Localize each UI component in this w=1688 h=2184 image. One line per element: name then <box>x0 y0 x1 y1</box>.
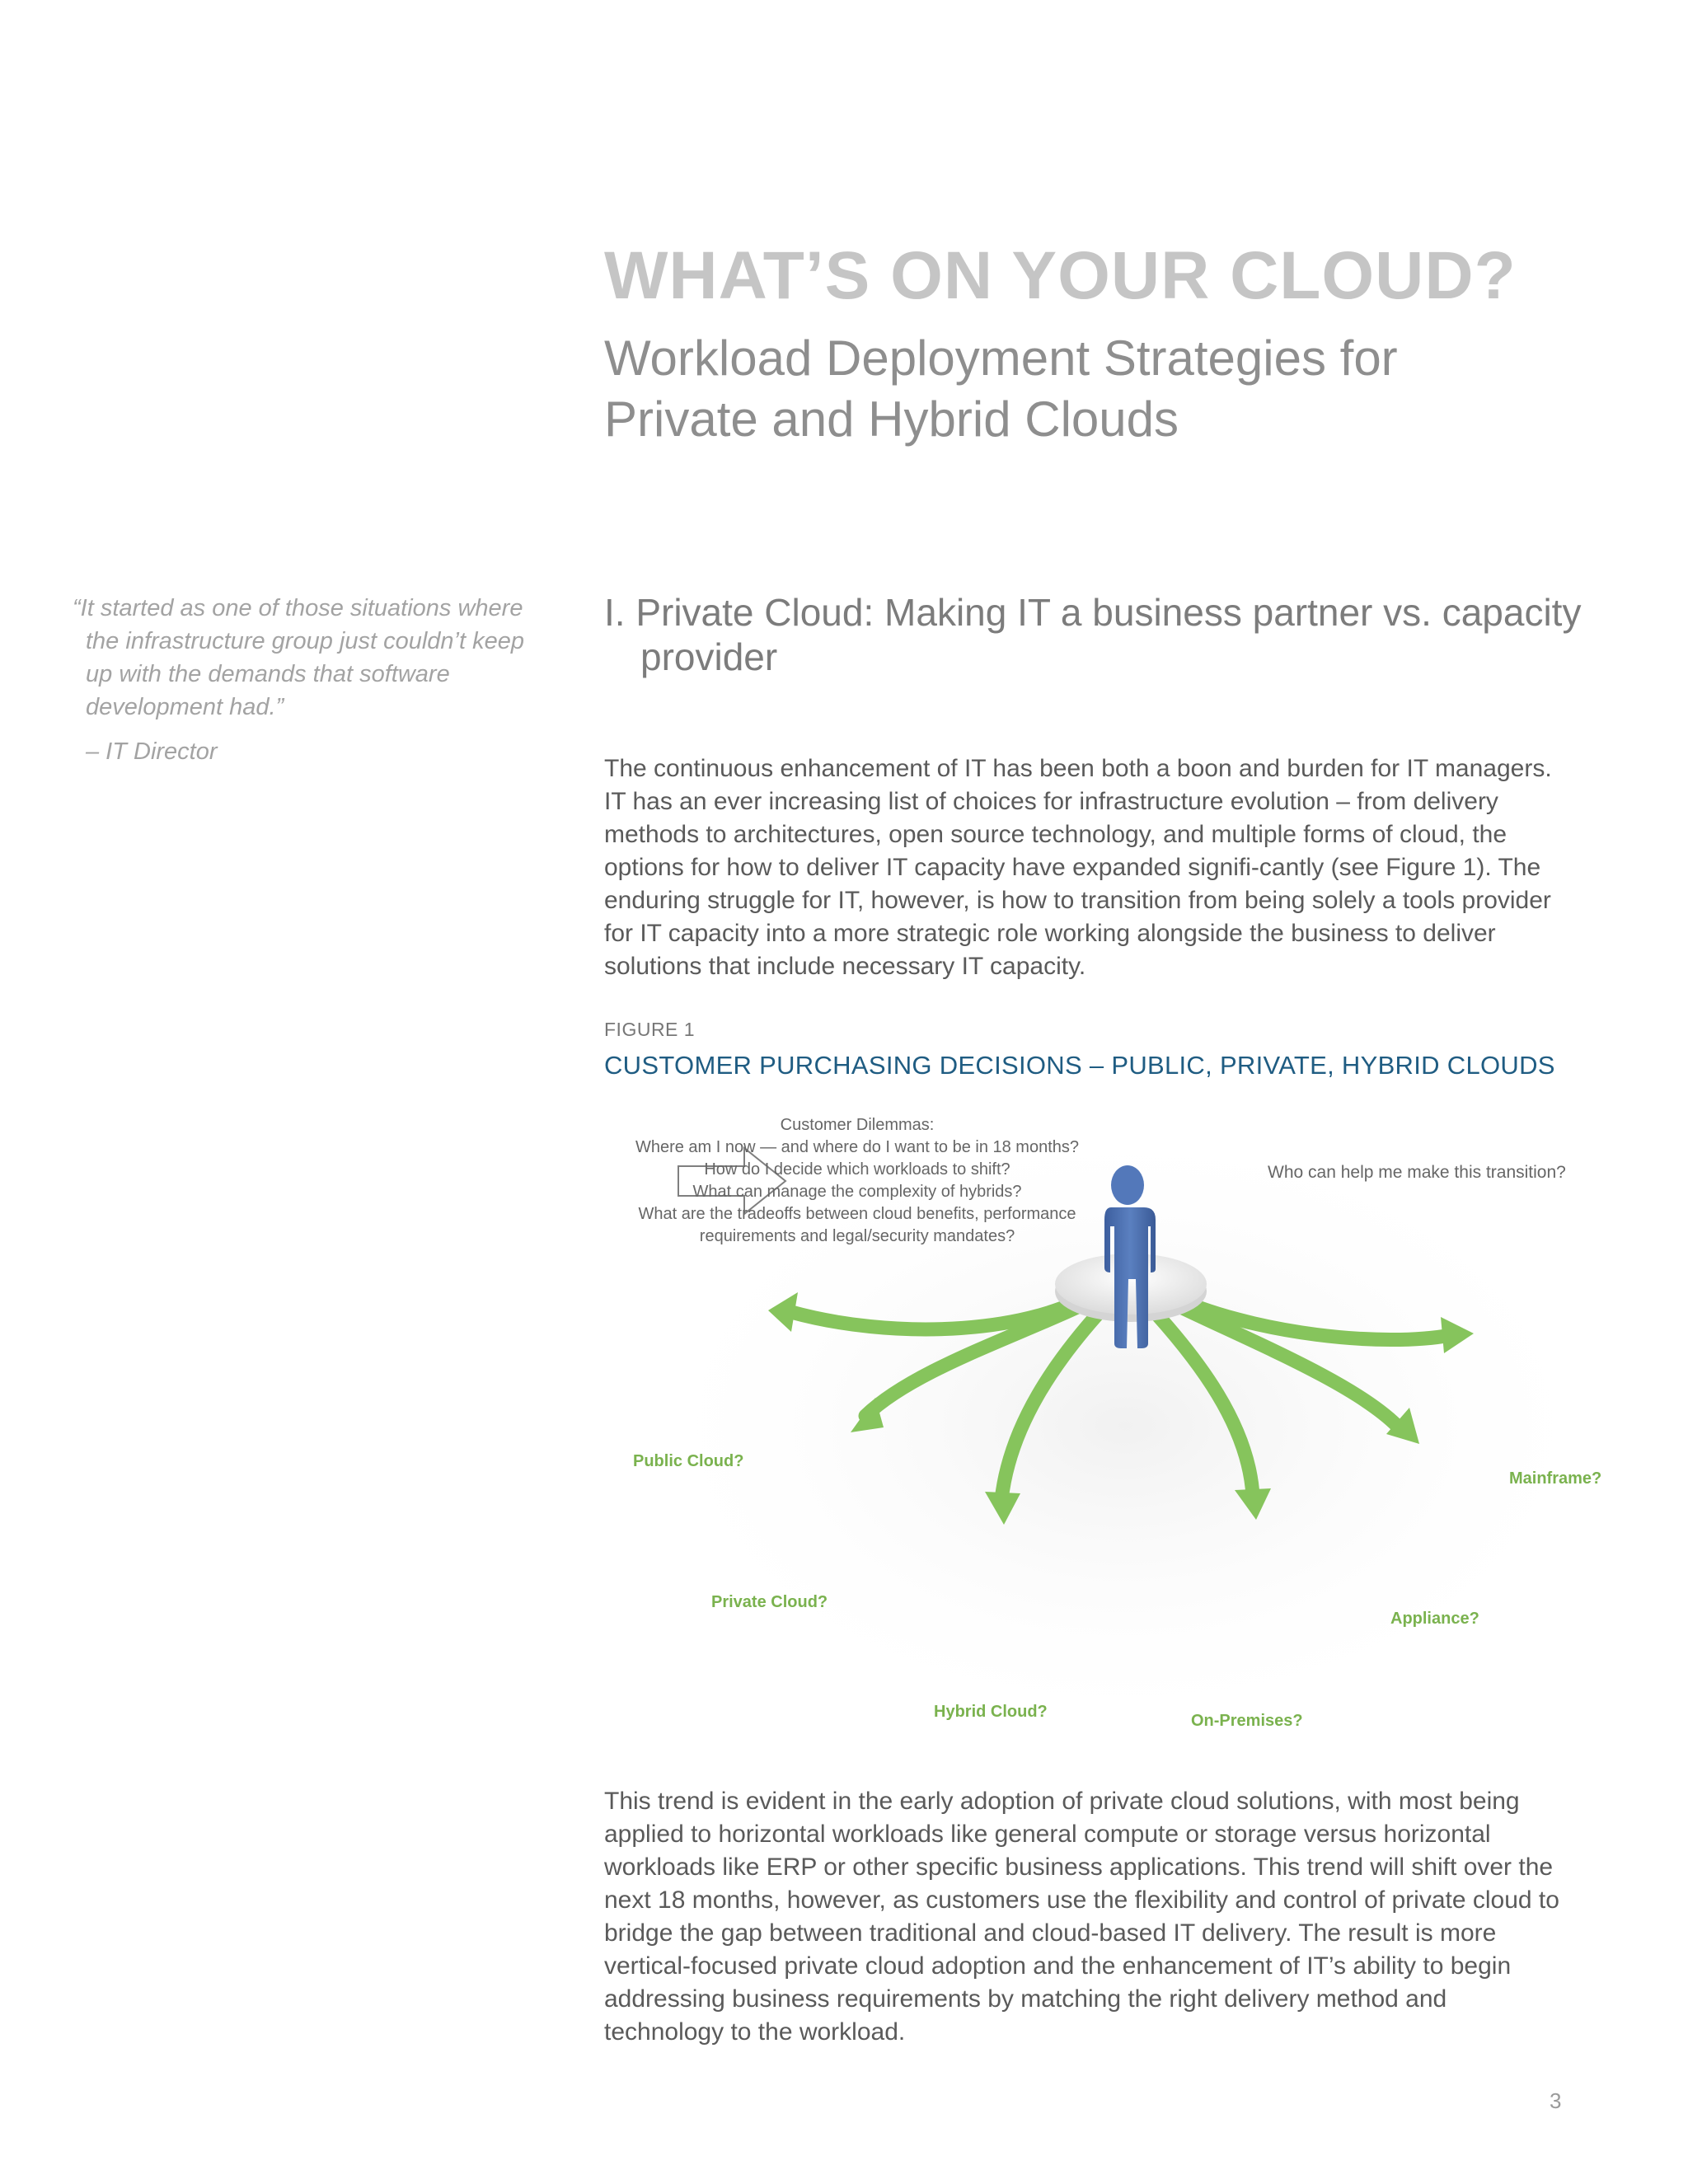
person-head <box>1111 1165 1144 1205</box>
dilemmas-heading: Customer Dilemmas: <box>780 1116 935 1134</box>
pull-quote <box>73 592 534 768</box>
option-on-premises: On-Premises? <box>1191 1712 1303 1730</box>
dilemma-line: How do I decide which workloads to shift? <box>704 1160 1010 1179</box>
dilemma-line: What can manage the complexity of hybrids? <box>692 1183 1022 1201</box>
dilemma-line: requirements and legal/security mandates? <box>699 1227 1015 1245</box>
subtitle-line-1: Workload Deployment Strategies for <box>604 330 1398 386</box>
section-heading: I. Private Cloud: Making IT a business partner vs. capacity provider <box>604 591 1582 678</box>
customer-dilemmas <box>606 1114 1109 1248</box>
body-paragraph-1: The continuous enhancement of IT has been both a boon and burden for IT managers. IT has an ever increasing list of choices for infrastructure evolution – from delivery methods to architectures, open source technology, and multiple forms of cloud, the options for how to deliver IT capacity have expanded signifi-cantly (see Figure 1). The enduring struggle for IT, however, is how to transition from being solely a tools provider for IT capacity into a more strategic role working alongside the business to deliver solutions that include necessary IT capacity. <box>604 755 1552 980</box>
pull-quote-attribution: – IT Director <box>86 738 218 765</box>
pull-quote-text: “It started as one of those situations where the infrastructure group just couldn’t keep up with the demands that software development had.” <box>73 595 524 720</box>
dilemma-line: Where am I now — and where do I want to be in 18 months? <box>635 1138 1080 1156</box>
option-mainframe: Mainframe? <box>1509 1469 1602 1488</box>
body-paragraph-2: This trend is evident in the early adoption of private cloud solutions, with most being applied to horizontal workloads like general compute or storage versus horizontal workloads like ERP or other specific business applications. This trend will shift over the next 18 months, however, as customers use the flexibility and control of private cloud to bridge the gap between traditional and cloud-based IT delivery. The result is more vertical-focused private cloud adoption and the enhancement of IT’s ability to begin addressing business requirements by matching the right delivery method and technology to the workload. <box>604 1788 1559 2046</box>
subtitle-line-2: Private and Hybrid Clouds <box>604 391 1179 447</box>
figure-label: FIGURE 1 <box>604 1019 696 1040</box>
dilemma-line: What are the tradeoffs between cloud benefits, performance <box>638 1205 1076 1223</box>
option-appliance: Appliance? <box>1390 1610 1479 1628</box>
figure-title: CUSTOMER PURCHASING DECISIONS – PUBLIC, PRIVATE, HYBRID CLOUDS <box>604 1051 1555 1080</box>
page-subtitle <box>604 328 1593 450</box>
option-hybrid-cloud: Hybrid Cloud? <box>934 1703 1048 1721</box>
page-title: WHAT’S ON YOUR CLOUD? <box>604 238 1517 313</box>
transition-question: Who can help me make this transition? <box>1268 1163 1566 1182</box>
page-number: 3 <box>1550 2088 1562 2113</box>
option-private-cloud: Private Cloud? <box>711 1593 828 1611</box>
option-public-cloud: Public Cloud? <box>633 1452 744 1470</box>
